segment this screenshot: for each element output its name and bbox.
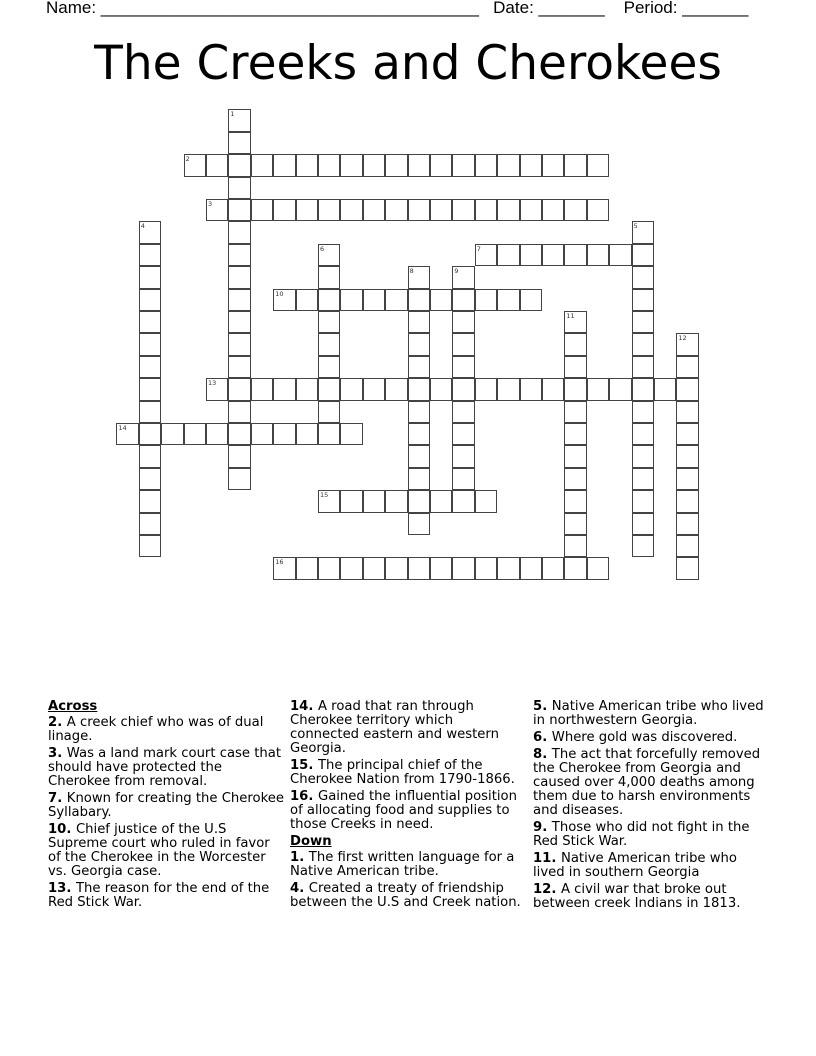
crossword-cell[interactable] xyxy=(273,423,295,445)
crossword-cell[interactable] xyxy=(430,378,452,400)
crossword-cell[interactable] xyxy=(385,378,407,400)
clue-number: 3 xyxy=(208,200,213,208)
crossword-cell[interactable] xyxy=(228,445,250,467)
clue-number: 6 xyxy=(320,244,325,253)
crossword-cell[interactable] xyxy=(228,333,250,355)
crossword-cell[interactable] xyxy=(564,333,586,355)
crossword-cell[interactable] xyxy=(363,199,385,221)
crossword-cell[interactable] xyxy=(632,356,654,378)
clue-item: 11. Native American tribe who lived in southern Georgia xyxy=(533,851,737,880)
crossword-cell[interactable] xyxy=(161,423,183,445)
clue-text: The first written language for a Native American tribe. xyxy=(290,850,515,879)
crossword-cell[interactable] xyxy=(206,378,228,400)
crossword-cell[interactable] xyxy=(318,244,340,266)
crossword-cell[interactable] xyxy=(139,445,161,467)
crossword-cell[interactable] xyxy=(296,199,318,221)
crossword-cell[interactable] xyxy=(139,356,161,378)
crossword-cell[interactable] xyxy=(676,535,698,557)
crossword-cell[interactable] xyxy=(475,244,497,266)
crossword-cell[interactable] xyxy=(408,445,430,467)
crossword-cell[interactable] xyxy=(251,154,273,176)
crossword-cell[interactable] xyxy=(520,244,542,266)
clue-item: 16. Gained the influential position of allocating food and supplies to those Creeks in need. xyxy=(290,789,517,832)
clue-number-label: 10 xyxy=(48,822,67,837)
crossword-cell[interactable] xyxy=(273,378,295,400)
crossword-cell[interactable] xyxy=(340,557,362,579)
crossword-cell[interactable] xyxy=(452,378,474,400)
crossword-cell[interactable] xyxy=(564,445,586,467)
crossword-cell[interactable] xyxy=(228,266,250,288)
crossword-cell[interactable] xyxy=(542,199,564,221)
crossword-cell[interactable] xyxy=(452,333,474,355)
crossword-cell[interactable] xyxy=(273,557,295,579)
crossword-cell[interactable] xyxy=(139,423,161,445)
clue-number: 13 xyxy=(208,379,217,388)
crossword-cell[interactable] xyxy=(452,423,474,445)
crossword-cell[interactable] xyxy=(430,154,452,176)
crossword-cell[interactable] xyxy=(475,289,497,311)
crossword-cell[interactable] xyxy=(385,199,407,221)
crossword-cell[interactable] xyxy=(139,490,161,512)
crossword-cell[interactable] xyxy=(206,199,228,221)
clue-item: 1. The first written language for a Native American tribe. xyxy=(290,850,515,879)
crossword-cell[interactable] xyxy=(564,199,586,221)
crossword-cell[interactable] xyxy=(654,378,676,400)
crossword-cell[interactable] xyxy=(408,557,430,579)
crossword-cell[interactable] xyxy=(676,468,698,490)
crossword-cell[interactable] xyxy=(542,244,564,266)
clue-number: 5 xyxy=(633,222,638,231)
date-field[interactable]: Date: _______ xyxy=(493,0,605,17)
clue-number-label: 11 xyxy=(533,851,552,866)
crossword-cell[interactable] xyxy=(228,244,250,266)
crossword-cell[interactable] xyxy=(296,557,318,579)
crossword-cell[interactable] xyxy=(408,378,430,400)
crossword-cell[interactable] xyxy=(676,333,698,355)
crossword-cell[interactable] xyxy=(632,244,654,266)
clue-number-label: 8 xyxy=(533,747,543,762)
crossword-cell[interactable] xyxy=(385,490,407,512)
crossword-cell[interactable] xyxy=(296,154,318,176)
crossword-cell[interactable] xyxy=(363,154,385,176)
crossword-cell[interactable] xyxy=(520,378,542,400)
crossword-cell[interactable] xyxy=(542,557,564,579)
crossword-cell[interactable] xyxy=(430,199,452,221)
crossword-cell[interactable] xyxy=(340,289,362,311)
crossword-cell[interactable] xyxy=(452,490,474,512)
crossword-cell[interactable] xyxy=(139,513,161,535)
crossword-cell[interactable] xyxy=(497,378,519,400)
clue-number-label: 7 xyxy=(48,791,58,806)
clue-number: 1 xyxy=(230,110,235,119)
crossword-cell[interactable] xyxy=(340,378,362,400)
crossword-cell[interactable] xyxy=(318,356,340,378)
crossword-cell[interactable] xyxy=(273,199,295,221)
down-heading: Down xyxy=(290,834,332,849)
clue-number-label: 16 xyxy=(290,789,309,804)
crossword-cell[interactable] xyxy=(497,244,519,266)
crossword-cell[interactable] xyxy=(139,244,161,266)
crossword-cell[interactable] xyxy=(228,221,250,243)
crossword-cell[interactable] xyxy=(520,199,542,221)
crossword-cell[interactable] xyxy=(676,490,698,512)
crossword-cell[interactable] xyxy=(475,490,497,512)
crossword-cell[interactable] xyxy=(564,535,586,557)
clues-column-3 xyxy=(533,700,769,914)
crossword-cell[interactable] xyxy=(318,199,340,221)
crossword-cell[interactable] xyxy=(408,199,430,221)
crossword-cell[interactable] xyxy=(564,244,586,266)
clue-text: Gained the influential position of allocating food and supplies to those Creeks in need. xyxy=(290,789,517,832)
crossword-cell[interactable] xyxy=(139,289,161,311)
crossword-cell[interactable] xyxy=(184,423,206,445)
clue-number: 16 xyxy=(275,558,284,567)
clue-text: The principal chief of the Cherokee Nation from 1790-1866. xyxy=(290,758,515,787)
clues-column-1 xyxy=(48,700,284,913)
crossword-cell[interactable] xyxy=(452,468,474,490)
clue-item: 7. Known for creating the Cherokee Syllabary. xyxy=(48,791,284,820)
crossword-cell[interactable] xyxy=(676,401,698,423)
crossword-cell[interactable] xyxy=(564,423,586,445)
clue-text: Where gold was discovered. xyxy=(551,730,738,745)
crossword-cell[interactable] xyxy=(318,378,340,400)
crossword-cell[interactable] xyxy=(116,423,138,445)
crossword-cell[interactable] xyxy=(206,423,228,445)
crossword-cell[interactable] xyxy=(340,154,362,176)
clue-text: Was a land mark court case that should have protected the Cherokee from removal. xyxy=(48,746,282,789)
clue-text: Native American tribe who lived in southern Georgia xyxy=(533,851,737,880)
crossword-cell[interactable] xyxy=(452,401,474,423)
clue-item: 13. The reason for the end of the Red Stick War. xyxy=(48,881,270,910)
crossword-cell[interactable] xyxy=(408,490,430,512)
crossword-cell[interactable] xyxy=(475,199,497,221)
crossword-cell[interactable] xyxy=(475,557,497,579)
crossword-cell[interactable] xyxy=(228,311,250,333)
crossword-cell[interactable] xyxy=(564,378,586,400)
clue-text: A creek chief who was of dual linage. xyxy=(48,715,264,744)
crossword-cell[interactable] xyxy=(632,401,654,423)
crossword-cell[interactable] xyxy=(318,557,340,579)
crossword-cell[interactable] xyxy=(564,557,586,579)
crossword-cell[interactable] xyxy=(408,513,430,535)
crossword-cell[interactable] xyxy=(632,445,654,467)
crossword-cell[interactable] xyxy=(452,311,474,333)
crossword-cell[interactable] xyxy=(385,557,407,579)
clue-text: Native American tribe who lived in northwestern Georgia. xyxy=(533,699,764,728)
crossword-cell[interactable] xyxy=(564,468,586,490)
crossword-cell[interactable] xyxy=(408,154,430,176)
crossword-cell[interactable] xyxy=(184,154,206,176)
crossword-cell[interactable] xyxy=(251,423,273,445)
clue-item: 9. Those who did not fight in the Red Stick War. xyxy=(533,820,750,849)
crossword-cell[interactable] xyxy=(475,378,497,400)
crossword-cell[interactable] xyxy=(452,266,474,288)
crossword-cell[interactable] xyxy=(139,221,161,243)
clue-number-label: 9 xyxy=(533,820,543,835)
crossword-cell[interactable] xyxy=(632,333,654,355)
crossword-cell[interactable] xyxy=(430,289,452,311)
clue-item: 4. Created a treaty of friendship between the U.S and Creek nation. xyxy=(290,881,521,910)
clue-number: 9 xyxy=(454,267,459,276)
clue-item: 5. Native American tribe who lived in northwestern Georgia. xyxy=(533,699,764,728)
crossword-cell[interactable] xyxy=(251,199,273,221)
clue-item: 8. The act that forcefully removed the Cherokee from Georgia and caused over 4,000 deaths among them due to harsh environments and diseases. xyxy=(533,747,761,818)
clue-text: The reason for the end of the Red Stick War. xyxy=(48,881,270,910)
crossword-cell[interactable] xyxy=(228,132,250,154)
crossword-cell[interactable] xyxy=(228,177,250,199)
crossword-cell[interactable] xyxy=(206,154,228,176)
clue-text: Those who did not fight in the Red Stick War. xyxy=(533,820,750,849)
clue-number-label: 13 xyxy=(48,881,67,896)
page-title: The Creeks and Cherokees xyxy=(94,36,722,91)
clue-number: 12 xyxy=(678,334,687,343)
clue-item: 3. Was a land mark court case that should have protected the Cherokee from removal. xyxy=(48,746,282,789)
crossword-cell[interactable] xyxy=(385,289,407,311)
crossword-cell[interactable] xyxy=(340,490,362,512)
clue-item: 10. Chief justice of the U.S Supreme court who ruled in favor of the Cherokee in the Worcester vs. Georgia case. xyxy=(48,822,270,879)
crossword-cell[interactable] xyxy=(632,266,654,288)
crossword-cell[interactable] xyxy=(408,401,430,423)
clue-number: 8 xyxy=(409,267,414,276)
crossword-cell[interactable] xyxy=(408,423,430,445)
crossword-cell[interactable] xyxy=(228,289,250,311)
crossword-cell[interactable] xyxy=(676,423,698,445)
crossword-cell[interactable] xyxy=(632,490,654,512)
clue-number-label: 14 xyxy=(290,699,309,714)
crossword-cell[interactable] xyxy=(408,333,430,355)
crossword-cell[interactable] xyxy=(632,513,654,535)
crossword-cell[interactable] xyxy=(228,401,250,423)
clue-number: 14 xyxy=(118,424,127,432)
crossword-cell[interactable] xyxy=(228,199,250,221)
crossword-cell[interactable] xyxy=(139,266,161,288)
crossword-cell[interactable] xyxy=(587,199,609,221)
crossword-cell[interactable] xyxy=(676,513,698,535)
crossword-cell[interactable] xyxy=(296,423,318,445)
crossword-cell[interactable] xyxy=(452,154,474,176)
crossword-cell[interactable] xyxy=(363,557,385,579)
clue-text: A civil war that broke out between creek Indians in 1813. xyxy=(533,882,741,911)
crossword-cell[interactable] xyxy=(632,311,654,333)
crossword-cell[interactable] xyxy=(520,289,542,311)
clue-number: 7 xyxy=(476,244,481,253)
crossword-cell[interactable] xyxy=(564,513,586,535)
crossword-cell[interactable] xyxy=(497,289,519,311)
crossword-cell[interactable] xyxy=(318,154,340,176)
crossword-cell[interactable] xyxy=(228,423,250,445)
clues-column-2 xyxy=(290,700,526,913)
crossword-cell[interactable] xyxy=(632,468,654,490)
crossword-cell[interactable] xyxy=(228,154,250,176)
crossword-cell[interactable] xyxy=(430,490,452,512)
crossword-cell[interactable] xyxy=(676,378,698,400)
name-field[interactable]: Name: ________________________________________ xyxy=(46,0,479,17)
crossword-cell[interactable] xyxy=(609,378,631,400)
crossword-cell[interactable] xyxy=(340,423,362,445)
crossword-cell[interactable] xyxy=(318,490,340,512)
crossword-cell[interactable] xyxy=(408,468,430,490)
clue-number: 10 xyxy=(275,289,284,298)
clue-text: Created a treaty of friendship between the U.S and Creek nation. xyxy=(290,881,521,910)
clue-text: Known for creating the Cherokee Syllabary. xyxy=(48,791,284,820)
clue-item: 12. A civil war that broke out between creek Indians in 1813. xyxy=(533,882,741,911)
crossword-cell[interactable] xyxy=(632,423,654,445)
crossword-cell[interactable] xyxy=(564,311,586,333)
clue-text: A road that ran through Cherokee territory which connected eastern and western Georgia. xyxy=(290,699,499,756)
crossword-cell[interactable] xyxy=(452,445,474,467)
crossword-cell[interactable] xyxy=(228,109,250,131)
crossword-cell[interactable] xyxy=(520,154,542,176)
crossword-cell[interactable] xyxy=(318,401,340,423)
clue-item: 6. Where gold was discovered. xyxy=(533,730,738,745)
crossword-cell[interactable] xyxy=(139,378,161,400)
crossword-cell[interactable] xyxy=(363,289,385,311)
period-field[interactable]: Period: _______ xyxy=(623,0,749,17)
clue-number-label: 2 xyxy=(48,715,58,730)
clue-number-label: 4 xyxy=(290,881,300,896)
crossword-cell[interactable] xyxy=(318,311,340,333)
clue-number: 2 xyxy=(185,155,190,164)
crossword-cell[interactable] xyxy=(632,535,654,557)
crossword-cell[interactable] xyxy=(676,557,698,579)
clue-number-label: 12 xyxy=(533,882,552,897)
crossword-cell[interactable] xyxy=(408,311,430,333)
clue-number-label: 1 xyxy=(290,850,300,865)
crossword-cell[interactable] xyxy=(363,378,385,400)
crossword-cell[interactable] xyxy=(318,266,340,288)
crossword-cell[interactable] xyxy=(452,199,474,221)
clue-item: 14. A road that ran through Cherokee territory which connected eastern and western Georgia. xyxy=(290,699,499,756)
clue-text: Chief justice of the U.S Supreme court who ruled in favor of the Cherokee in the Worcester vs. Georgia case. xyxy=(48,822,270,879)
crossword-cell[interactable] xyxy=(587,557,609,579)
crossword-cell[interactable] xyxy=(408,356,430,378)
crossword-cell[interactable] xyxy=(676,356,698,378)
crossword-cell[interactable] xyxy=(273,289,295,311)
crossword-cell[interactable] xyxy=(363,490,385,512)
clue-number-label: 3 xyxy=(48,746,58,761)
crossword-cell[interactable] xyxy=(497,199,519,221)
crossword-cell[interactable] xyxy=(564,490,586,512)
across-heading: Across xyxy=(48,699,98,714)
crossword-cell[interactable] xyxy=(520,557,542,579)
crossword-cell[interactable] xyxy=(452,356,474,378)
crossword-cell[interactable] xyxy=(475,154,497,176)
clue-text: The act that forcefully removed the Cherokee from Georgia and caused over 4,000 deaths among them due to harsh environments and diseases. xyxy=(533,747,761,818)
crossword-cell[interactable] xyxy=(385,154,407,176)
crossword-cell[interactable] xyxy=(340,199,362,221)
crossword-cell[interactable] xyxy=(609,244,631,266)
crossword-cell[interactable] xyxy=(318,289,340,311)
clue-number-label: 6 xyxy=(533,730,543,745)
crossword-cell[interactable] xyxy=(676,445,698,467)
crossword-cell[interactable] xyxy=(497,557,519,579)
crossword-cell[interactable] xyxy=(139,535,161,557)
crossword-cell[interactable] xyxy=(564,154,586,176)
crossword-cell[interactable] xyxy=(228,468,250,490)
crossword-cell[interactable] xyxy=(542,378,564,400)
crossword-cell[interactable] xyxy=(251,378,273,400)
clue-number-label: 5 xyxy=(533,699,543,714)
clue-number: 11 xyxy=(566,312,575,320)
crossword-cell[interactable] xyxy=(452,557,474,579)
clue-number: 15 xyxy=(320,491,329,500)
crossword-cell[interactable] xyxy=(632,378,654,400)
crossword-cell[interactable] xyxy=(564,356,586,378)
crossword-cell[interactable] xyxy=(587,378,609,400)
crossword-cell[interactable] xyxy=(228,356,250,378)
crossword-cell[interactable] xyxy=(632,289,654,311)
crossword-cell[interactable] xyxy=(587,154,609,176)
crossword-cell[interactable] xyxy=(139,311,161,333)
crossword-cell[interactable] xyxy=(318,423,340,445)
crossword-cell[interactable] xyxy=(139,468,161,490)
crossword-cell[interactable] xyxy=(318,333,340,355)
crossword-cell[interactable] xyxy=(564,401,586,423)
clue-number: 4 xyxy=(140,222,145,231)
crossword-cell[interactable] xyxy=(452,289,474,311)
crossword-cell[interactable] xyxy=(632,221,654,243)
crossword-cell[interactable] xyxy=(296,378,318,400)
crossword-cell[interactable] xyxy=(408,266,430,288)
crossword-cell[interactable] xyxy=(273,154,295,176)
crossword-cell[interactable] xyxy=(587,244,609,266)
crossword-cell[interactable] xyxy=(139,401,161,423)
crossword-cell[interactable] xyxy=(408,289,430,311)
crossword-cell[interactable] xyxy=(497,154,519,176)
crossword-cell[interactable] xyxy=(296,289,318,311)
clue-number-label: 15 xyxy=(290,758,309,773)
crossword-cell[interactable] xyxy=(139,333,161,355)
clue-item: 15. The principal chief of the Cherokee Nation from 1790-1866. xyxy=(290,758,515,787)
crossword-cell[interactable] xyxy=(430,557,452,579)
crossword-cell[interactable] xyxy=(228,378,250,400)
crossword-cell[interactable] xyxy=(542,154,564,176)
clue-item: 2. A creek chief who was of dual linage. xyxy=(48,715,264,744)
